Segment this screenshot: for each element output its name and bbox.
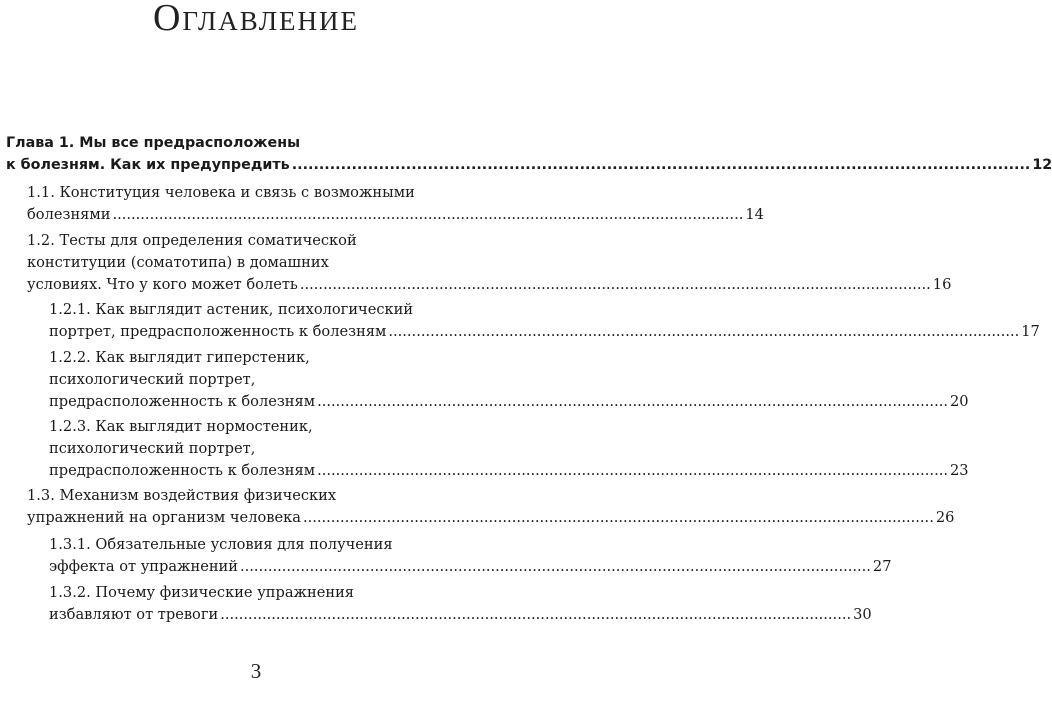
- toc-entry-text-line: 1.1. Конституция человека и связь с возможными: [27, 184, 415, 201]
- toc-entry-chapter-1[interactable]: [6, 132, 1052, 176]
- toc-entry-text-line: Глава 1. Мы все предрасположены: [6, 135, 301, 151]
- toc-entry-text-line: эффекта от упражнений: [49, 558, 239, 575]
- dot-leader: [240, 556, 871, 578]
- toc-entry-text-line: болезнями: [27, 206, 111, 223]
- toc-entry-1-3-2[interactable]: [49, 582, 872, 626]
- toc-entry-1-1[interactable]: [27, 182, 764, 226]
- toc-entry-text-line: предрасположенность к болезням: [49, 462, 316, 479]
- toc-entry-1-2-1[interactable]: [49, 299, 1040, 343]
- toc-page-number: 12: [1032, 157, 1052, 173]
- dot-leader: [317, 460, 948, 482]
- toc-page-number: 20: [950, 393, 969, 410]
- toc-entry-text-line: портрет, предрасположенность к болезням: [49, 323, 387, 340]
- toc-entry-text-line: избавляют от тревоги: [49, 606, 219, 623]
- dot-leader: [220, 604, 851, 626]
- dot-leader: [112, 204, 743, 226]
- toc-entry-text-line: 1.3.2. Почему физические упражнения: [49, 584, 355, 601]
- toc-entry-1-3[interactable]: [27, 485, 955, 529]
- toc-page-number: 30: [853, 606, 872, 623]
- toc-entry-1-2-3[interactable]: [49, 416, 969, 482]
- toc-entry-text-line: психологический портрет,: [49, 371, 256, 388]
- toc-entry-text-line: предрасположенность к болезням: [49, 393, 316, 410]
- toc-entry-text-line: 1.3.1. Обязательные условия для получения: [49, 536, 393, 553]
- toc-entry-text-line: 1.3. Механизм воздействия физических: [27, 487, 337, 504]
- toc-page-number: 26: [935, 509, 955, 526]
- toc-entry-1-2-2[interactable]: [49, 347, 969, 413]
- toc-entry-text-line: 1.2.2. Как выглядит гиперстеник,: [49, 349, 310, 366]
- toc-page-number: 14: [745, 206, 764, 223]
- dot-leader: [317, 391, 948, 413]
- dot-leader: [388, 321, 1019, 343]
- toc-page-number: 17: [1021, 323, 1040, 340]
- toc-entry-1-3-1[interactable]: [49, 534, 892, 578]
- toc-page-number: 23: [950, 462, 969, 479]
- toc-page-number: 27: [872, 558, 892, 575]
- toc-entry-text-line: 1.2.3. Как выглядит нормостеник,: [49, 418, 313, 435]
- toc-entry-text-line: психологический портрет,: [49, 440, 256, 457]
- dot-leader: [300, 274, 931, 296]
- toc-entry-text-line: к болезням. Как их предупредить: [6, 157, 290, 173]
- page-title: Оглавление: [152, 0, 360, 39]
- toc-entry-text-line: условиях. Что у кого может болеть: [27, 276, 298, 293]
- toc-entry-text-line: 1.2. Тесты для определения соматической: [27, 232, 357, 249]
- toc-entry-1-2[interactable]: [27, 230, 952, 296]
- dot-leader: [292, 154, 1031, 176]
- dot-leader: [303, 507, 934, 529]
- toc-entry-text-line: 1.2.1. Как выглядит астеник, психологический: [49, 301, 414, 318]
- toc-entry-text-line: конституции (соматотипа) в домашних: [27, 254, 329, 271]
- toc-entry-text-line: упражнений на организм человека: [27, 509, 301, 526]
- toc-page-number: 16: [932, 276, 952, 293]
- page-number: 3: [250, 659, 262, 683]
